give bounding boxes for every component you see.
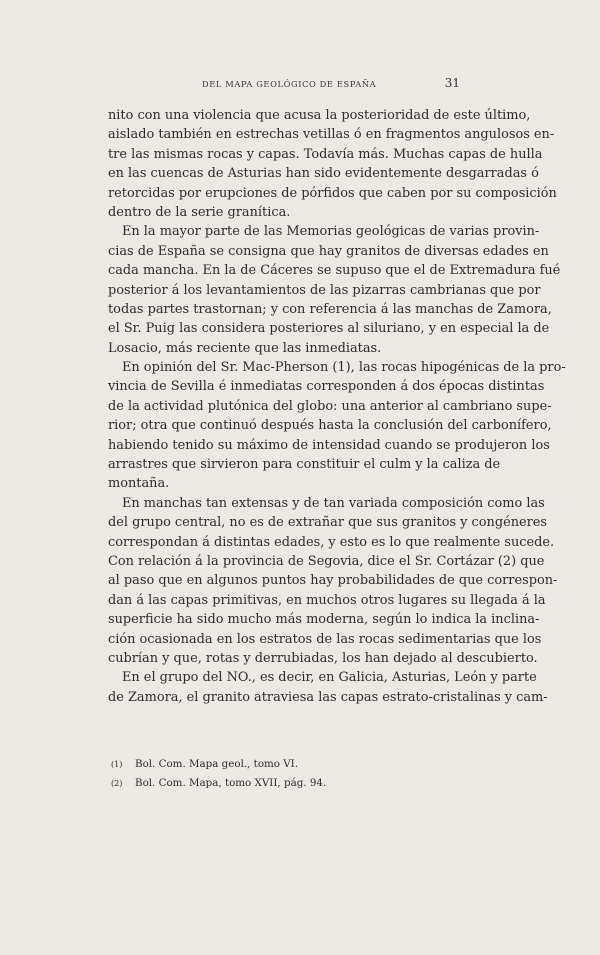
text-line: posterior á los levantamientos de las pizarras cambrianas que por — [108, 282, 541, 298]
paragraph — [108, 668, 548, 707]
footnote-text: Bol. Com. Mapa geol., tomo VI. — [135, 758, 299, 770]
footnote — [111, 755, 471, 774]
running-header — [202, 78, 460, 94]
text-line: dan á las capas primitivas, en muchos otros lugares su llegada á la — [108, 592, 546, 608]
text-line: Con relación á la provincia de Segovia, dice el Sr. Cortázar (2) que — [108, 553, 545, 569]
text-line: arrastres que sirvieron para constituir el culm y la caliza de — [108, 457, 501, 473]
text-line: superficie ha sido mucho más moderna, según lo indica la inclina- — [108, 612, 540, 628]
text-line: cias de España se consigna que hay granitos de diversas edades en — [108, 243, 549, 259]
text-line: En opinión del Sr. Mac-Pherson (1), las rocas hipogénicas de la pro- — [122, 360, 566, 376]
text-line: en las cuencas de Asturias han sido evidentemente desgarradas ó — [108, 166, 539, 182]
body-text — [108, 106, 566, 707]
text-line: correspondan á distintas edades, y esto es lo que realmente sucede. — [108, 534, 555, 550]
text-line: vincia de Sevilla é inmediatas corresponden á dos épocas distintas — [108, 379, 545, 395]
text-line: retorcidas por erupciones de pórfidos que caben por su composición — [108, 185, 557, 201]
footnote-text: Bol. Com. Mapa, tomo XVII, pág. 94. — [135, 777, 327, 789]
footnote-mark: (1) — [111, 760, 123, 769]
text-line: de Zamora, el granito atraviesa las capas estrato-cristalinas y cam- — [108, 689, 548, 705]
text-line: En manchas tan extensas y de tan variada composición como las — [122, 495, 545, 511]
text-line: nito con una violencia que acusa la posterioridad de este último, — [108, 108, 531, 123]
text-line: ción ocasionada en los estratos de las rocas sedimentarias que los — [108, 631, 542, 647]
footnote — [111, 774, 471, 793]
text-line: tre las mismas rocas y capas. Todavía más. Muchas capas de hulla — [108, 146, 543, 162]
text-line: el Sr. Puig las considera posteriores al siluriano, y en especial la de — [108, 321, 550, 337]
text-line: montaña. — [108, 476, 170, 492]
text-line: aislado también en estrechas vetillas ó en fragmentos angulosos en- — [108, 127, 555, 143]
text-line: dentro de la serie granítica. — [108, 204, 291, 220]
paragraph — [108, 494, 558, 669]
footnote-mark: (2) — [111, 779, 123, 788]
text-line: rior; otra que continuó después hasta la conclusión del carbonífero, — [108, 418, 552, 434]
text-line: En el grupo del NO., es decir, en Galicia, Asturias, León y parte — [122, 670, 537, 686]
text-line: al paso que en algunos puntos hay probabilidades de que correspon- — [108, 573, 558, 589]
paragraph — [108, 358, 566, 494]
text-line: En la mayor parte de las Memorias geológicas de varias provin- — [122, 224, 540, 240]
footnotes — [111, 755, 471, 793]
paragraph — [108, 222, 561, 358]
text-line: habiendo tenido su máximo de intensidad cuando se produjeron los — [108, 437, 550, 453]
text-line: cubrían y que, rotas y derrubiadas, los han dejado al descubierto. — [108, 650, 538, 666]
text-line: de la actividad plutónica del globo: una anterior al cambriano supe- — [108, 398, 552, 414]
paragraph — [108, 106, 557, 222]
text-line: del grupo central, no es de extrañar que sus granitos y congéneres — [108, 515, 548, 531]
running-title: DEL MAPA GEOLÓGICO DE ESPAÑA — [202, 79, 377, 89]
text-line: cada mancha. En la de Cáceres se supuso que el de Extremadura fué — [108, 263, 561, 279]
text-line: todas partes trastornan; y con referencia á las manchas de Zamora, — [108, 301, 552, 317]
text-line: Losacio, más reciente que las inmediatas. — [108, 340, 382, 356]
page-number: 31 — [444, 76, 460, 90]
